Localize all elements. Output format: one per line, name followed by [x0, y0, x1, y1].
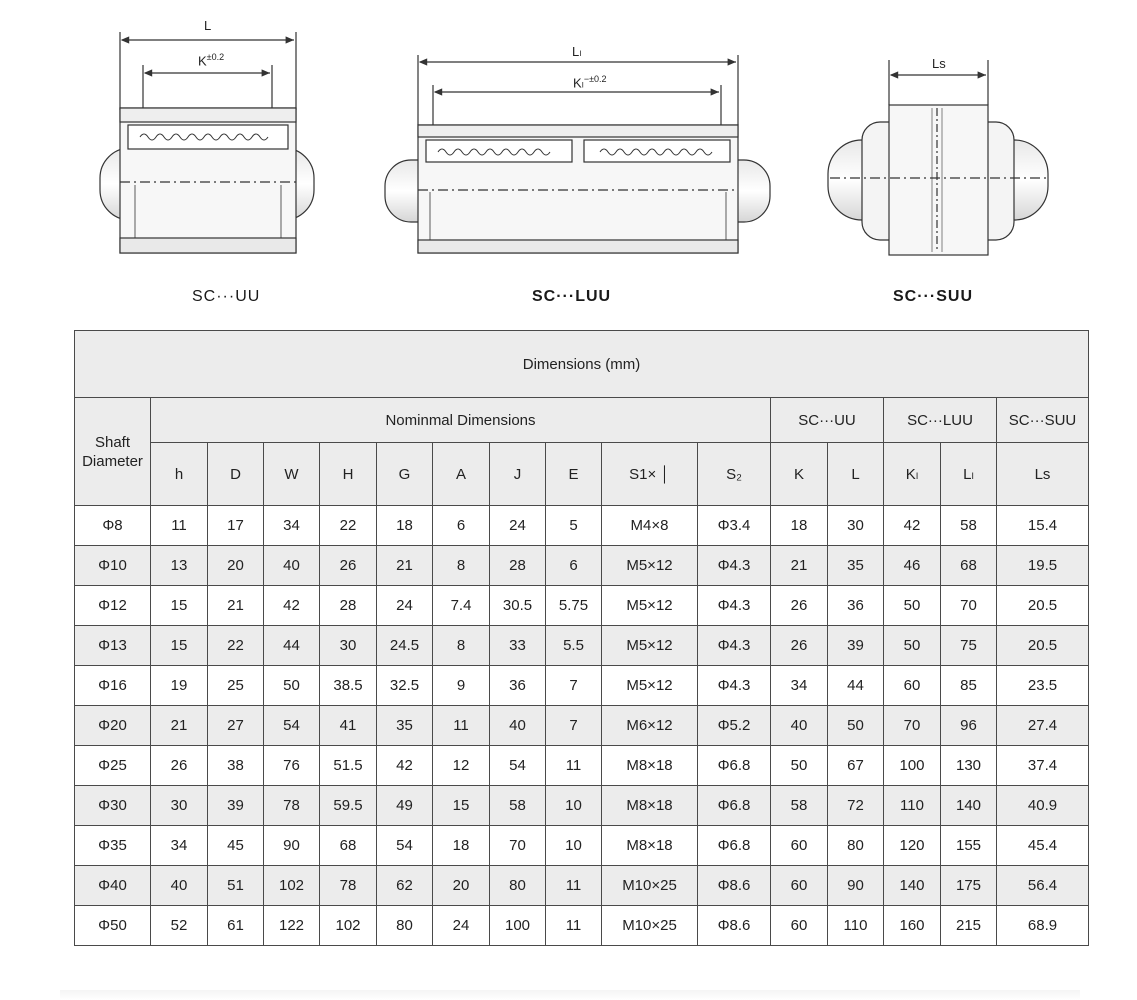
table-cell: 8 — [433, 626, 490, 666]
column-header: S1× │ — [602, 443, 698, 506]
table-cell: 110 — [828, 906, 884, 946]
caption-sc-uu: SC···UU — [192, 288, 261, 305]
table-cell: 41 — [320, 706, 377, 746]
table-cell: 30 — [151, 786, 208, 826]
table-cell: 18 — [377, 506, 433, 546]
table-cell: 54 — [264, 706, 320, 746]
table-cell: 5.75 — [546, 586, 602, 626]
table-cell: 15 — [151, 626, 208, 666]
table-cell: Φ6.8 — [698, 826, 771, 866]
table-cell: 160 — [884, 906, 941, 946]
table-cell: 59.5 — [320, 786, 377, 826]
table-cell: 67 — [828, 746, 884, 786]
table-cell: Φ8.6 — [698, 866, 771, 906]
table-body — [75, 506, 1089, 946]
table-cell: 50 — [828, 706, 884, 746]
table-cell: 49 — [377, 786, 433, 826]
table-cell: 34 — [771, 666, 828, 706]
table-cell: 52 — [151, 906, 208, 946]
table-cell: 10 — [546, 826, 602, 866]
table-cell: 19.5 — [997, 546, 1089, 586]
column-header: A — [433, 443, 490, 506]
table-cell: 42 — [377, 746, 433, 786]
column-header: H — [320, 443, 377, 506]
table-cell: Φ4.3 — [698, 586, 771, 626]
table-cell: 19 — [151, 666, 208, 706]
table-cell: 39 — [828, 626, 884, 666]
shaft-diameter-cell: Φ30 — [75, 786, 151, 826]
caption-sc-suu: SC···SUU — [893, 288, 973, 305]
table-row — [75, 586, 1089, 626]
table-cell: Φ4.3 — [698, 546, 771, 586]
shaft-diameter-cell: Φ13 — [75, 626, 151, 666]
table-cell: 175 — [941, 866, 997, 906]
table-cell: 12 — [433, 746, 490, 786]
shaft-diameter-cell: Φ40 — [75, 866, 151, 906]
table-cell: 60 — [771, 826, 828, 866]
table-cell: Φ6.8 — [698, 786, 771, 826]
table-cell: 24 — [377, 586, 433, 626]
table-cell: 72 — [828, 786, 884, 826]
table-cell: 11 — [546, 746, 602, 786]
table-cell: 215 — [941, 906, 997, 946]
table-cell: 51 — [208, 866, 264, 906]
shaft-diameter-cell: Φ50 — [75, 906, 151, 946]
column-header: D — [208, 443, 264, 506]
table-cell: M10×25 — [602, 906, 698, 946]
shaft-diameter-cell: Φ25 — [75, 746, 151, 786]
table-cell: 70 — [884, 706, 941, 746]
shaft-diameter-header: Shaft Diameter — [75, 398, 151, 506]
table-cell: 110 — [884, 786, 941, 826]
table-cell: 24.5 — [377, 626, 433, 666]
table-cell: Φ6.8 — [698, 746, 771, 786]
shaft-diameter-cell: Φ12 — [75, 586, 151, 626]
table-cell: Φ4.3 — [698, 666, 771, 706]
table-cell: 38 — [208, 746, 264, 786]
table-cell: M8×18 — [602, 826, 698, 866]
table-cell: 21 — [377, 546, 433, 586]
table-cell: 5.5 — [546, 626, 602, 666]
table-cell: 46 — [884, 546, 941, 586]
table-cell: 10 — [546, 786, 602, 826]
table-cell: 26 — [320, 546, 377, 586]
table-cell: 50 — [264, 666, 320, 706]
table-cell: 27.4 — [997, 706, 1089, 746]
table-cell: 75 — [941, 626, 997, 666]
table-cell: 80 — [490, 866, 546, 906]
table-cell: 18 — [771, 506, 828, 546]
table-cell: 68 — [320, 826, 377, 866]
table-cell: 11 — [546, 866, 602, 906]
column-header: W — [264, 443, 320, 506]
table-cell: 78 — [320, 866, 377, 906]
table-cell: 15 — [151, 586, 208, 626]
uu-k-label — [198, 52, 224, 68]
table-cell: 24 — [433, 906, 490, 946]
table-row — [75, 786, 1089, 826]
table-cell: 21 — [151, 706, 208, 746]
table-cell: 90 — [264, 826, 320, 866]
table-title: Dimensions (mm) — [75, 331, 1089, 398]
table-cell: 36 — [490, 666, 546, 706]
table-cell: 17 — [208, 506, 264, 546]
nominal-dimensions-header: Nominmal Dimensions — [151, 398, 771, 443]
table-cell: 8 — [433, 546, 490, 586]
table-cell: 40 — [264, 546, 320, 586]
table-cell: 27 — [208, 706, 264, 746]
table-cell: 40.9 — [997, 786, 1089, 826]
table-cell: 35 — [828, 546, 884, 586]
column-header: J — [490, 443, 546, 506]
table-cell: 33 — [490, 626, 546, 666]
table-cell: 85 — [941, 666, 997, 706]
luu-length-label: Lₗ — [572, 44, 582, 59]
table-cell: 54 — [377, 826, 433, 866]
bottom-shadow — [60, 990, 1080, 1000]
table-cell: 60 — [884, 666, 941, 706]
table-cell: 58 — [771, 786, 828, 826]
table-cell: 7.4 — [433, 586, 490, 626]
table-cell: 70 — [490, 826, 546, 866]
table-cell: 5 — [546, 506, 602, 546]
table-cell: 58 — [490, 786, 546, 826]
table-cell: 45 — [208, 826, 264, 866]
table-cell: 40 — [151, 866, 208, 906]
table-cell: 102 — [320, 906, 377, 946]
table-cell: 20 — [208, 546, 264, 586]
table-cell: M5×12 — [602, 586, 698, 626]
table-cell: 23.5 — [997, 666, 1089, 706]
column-header: S₂ — [698, 443, 771, 506]
table-cell: 90 — [828, 866, 884, 906]
table-cell: Φ3.4 — [698, 506, 771, 546]
table-cell: 39 — [208, 786, 264, 826]
table-cell: 38.5 — [320, 666, 377, 706]
table-cell: M8×18 — [602, 786, 698, 826]
caption-sc-luu: SC···LUU — [532, 288, 612, 305]
table-row — [75, 826, 1089, 866]
uu-length-label: L — [204, 18, 212, 33]
shaft-diameter-cell: Φ10 — [75, 546, 151, 586]
table-cell: 100 — [884, 746, 941, 786]
table-cell: 7 — [546, 706, 602, 746]
table-cell: 9 — [433, 666, 490, 706]
table-cell: 44 — [828, 666, 884, 706]
table-cell: M6×12 — [602, 706, 698, 746]
table-cell: 30 — [320, 626, 377, 666]
table-cell: M5×12 — [602, 626, 698, 666]
table-cell: 102 — [264, 866, 320, 906]
table-row — [75, 506, 1089, 546]
column-header: Lₗ — [941, 443, 997, 506]
column-header: E — [546, 443, 602, 506]
shaft-diameter-cell: Φ16 — [75, 666, 151, 706]
table-cell: 78 — [264, 786, 320, 826]
table-cell: 11 — [546, 906, 602, 946]
table-cell: 26 — [151, 746, 208, 786]
table-cell: 21 — [771, 546, 828, 586]
column-header: K — [771, 443, 828, 506]
table-cell: Φ4.3 — [698, 626, 771, 666]
table-cell: 15 — [433, 786, 490, 826]
table-cell: 61 — [208, 906, 264, 946]
table-cell: 37.4 — [997, 746, 1089, 786]
table-cell: 60 — [771, 906, 828, 946]
table-cell: 28 — [490, 546, 546, 586]
sc-suu-header: SC···SUU — [997, 398, 1089, 443]
column-header: L — [828, 443, 884, 506]
table-cell: 20.5 — [997, 626, 1089, 666]
table-cell: 6 — [433, 506, 490, 546]
shaft-diameter-cell: Φ20 — [75, 706, 151, 746]
table-cell: 32.5 — [377, 666, 433, 706]
luu-k-symbol: Kₗ — [573, 75, 584, 91]
table-cell: 22 — [208, 626, 264, 666]
shaft-diameter-cell: Φ35 — [75, 826, 151, 866]
column-header: h — [151, 443, 208, 506]
table-cell: 34 — [264, 506, 320, 546]
table-cell: 50 — [884, 586, 941, 626]
column-header: Kₗ — [884, 443, 941, 506]
sc-luu-header: SC···LUU — [884, 398, 997, 443]
table-cell: 68.9 — [997, 906, 1089, 946]
table-cell: M8×18 — [602, 746, 698, 786]
table-cell: 80 — [377, 906, 433, 946]
table-cell: Φ8.6 — [698, 906, 771, 946]
table-cell: 155 — [941, 826, 997, 866]
table-row — [75, 906, 1089, 946]
table-cell: 21 — [208, 586, 264, 626]
table-cell: 140 — [884, 866, 941, 906]
table-cell: 6 — [546, 546, 602, 586]
table-cell: 36 — [828, 586, 884, 626]
table-cell: 76 — [264, 746, 320, 786]
table-cell: 15.4 — [997, 506, 1089, 546]
table-cell: 22 — [320, 506, 377, 546]
luu-k-label — [573, 74, 607, 91]
table-cell: 60 — [771, 866, 828, 906]
table-cell: 54 — [490, 746, 546, 786]
table-cell: 28 — [320, 586, 377, 626]
table-cell: M5×12 — [602, 546, 698, 586]
table-cell: 30.5 — [490, 586, 546, 626]
table-cell: 51.5 — [320, 746, 377, 786]
table-cell: 26 — [771, 626, 828, 666]
table-cell: 42 — [264, 586, 320, 626]
table-cell: 56.4 — [997, 866, 1089, 906]
table-cell: 18 — [433, 826, 490, 866]
table-cell: 40 — [771, 706, 828, 746]
table-cell: 20 — [433, 866, 490, 906]
table-cell: 7 — [546, 666, 602, 706]
table-cell: 122 — [264, 906, 320, 946]
shaft-diameter-cell: Φ8 — [75, 506, 151, 546]
table-cell: 42 — [884, 506, 941, 546]
table-cell: 45.4 — [997, 826, 1089, 866]
table-cell: 62 — [377, 866, 433, 906]
table-cell: 34 — [151, 826, 208, 866]
table-cell: 11 — [433, 706, 490, 746]
table-cell: 96 — [941, 706, 997, 746]
table-cell: 20.5 — [997, 586, 1089, 626]
table-cell: 50 — [771, 746, 828, 786]
table-cell: 25 — [208, 666, 264, 706]
suu-length-label: Ls — [932, 56, 946, 71]
table-cell: 140 — [941, 786, 997, 826]
table-cell: M5×12 — [602, 666, 698, 706]
table-row — [75, 866, 1089, 906]
table-cell: 130 — [941, 746, 997, 786]
table-cell: 26 — [771, 586, 828, 626]
uu-k-tolerance: ±0.2 — [206, 52, 225, 62]
table-cell: 13 — [151, 546, 208, 586]
drawings-area — [0, 0, 1137, 330]
column-header-row — [75, 443, 1089, 506]
dimensions-table — [74, 330, 1089, 946]
table-cell: 24 — [490, 506, 546, 546]
table-cell: 35 — [377, 706, 433, 746]
table-cell: 11 — [151, 506, 208, 546]
sc-uu-header: SC···UU — [771, 398, 884, 443]
table-cell: Φ5.2 — [698, 706, 771, 746]
luu-k-tolerance: −±0.2 — [583, 74, 607, 84]
table-row — [75, 746, 1089, 786]
uu-k-symbol: K — [198, 53, 207, 69]
table-cell: 40 — [490, 706, 546, 746]
table-row — [75, 666, 1089, 706]
column-header: G — [377, 443, 433, 506]
table-row — [75, 706, 1089, 746]
table-cell: M4×8 — [602, 506, 698, 546]
table-cell: 50 — [884, 626, 941, 666]
table-cell: 44 — [264, 626, 320, 666]
drawing-sc-suu — [828, 60, 1048, 255]
table-cell: 100 — [490, 906, 546, 946]
table-cell: M10×25 — [602, 866, 698, 906]
bearing-drawings — [0, 0, 1137, 330]
table-cell: 58 — [941, 506, 997, 546]
table-cell: 30 — [828, 506, 884, 546]
table-row — [75, 626, 1089, 666]
column-header: Ls — [997, 443, 1089, 506]
table-row — [75, 546, 1089, 586]
table-cell: 70 — [941, 586, 997, 626]
table-cell: 120 — [884, 826, 941, 866]
table-cell: 68 — [941, 546, 997, 586]
table-cell: 80 — [828, 826, 884, 866]
